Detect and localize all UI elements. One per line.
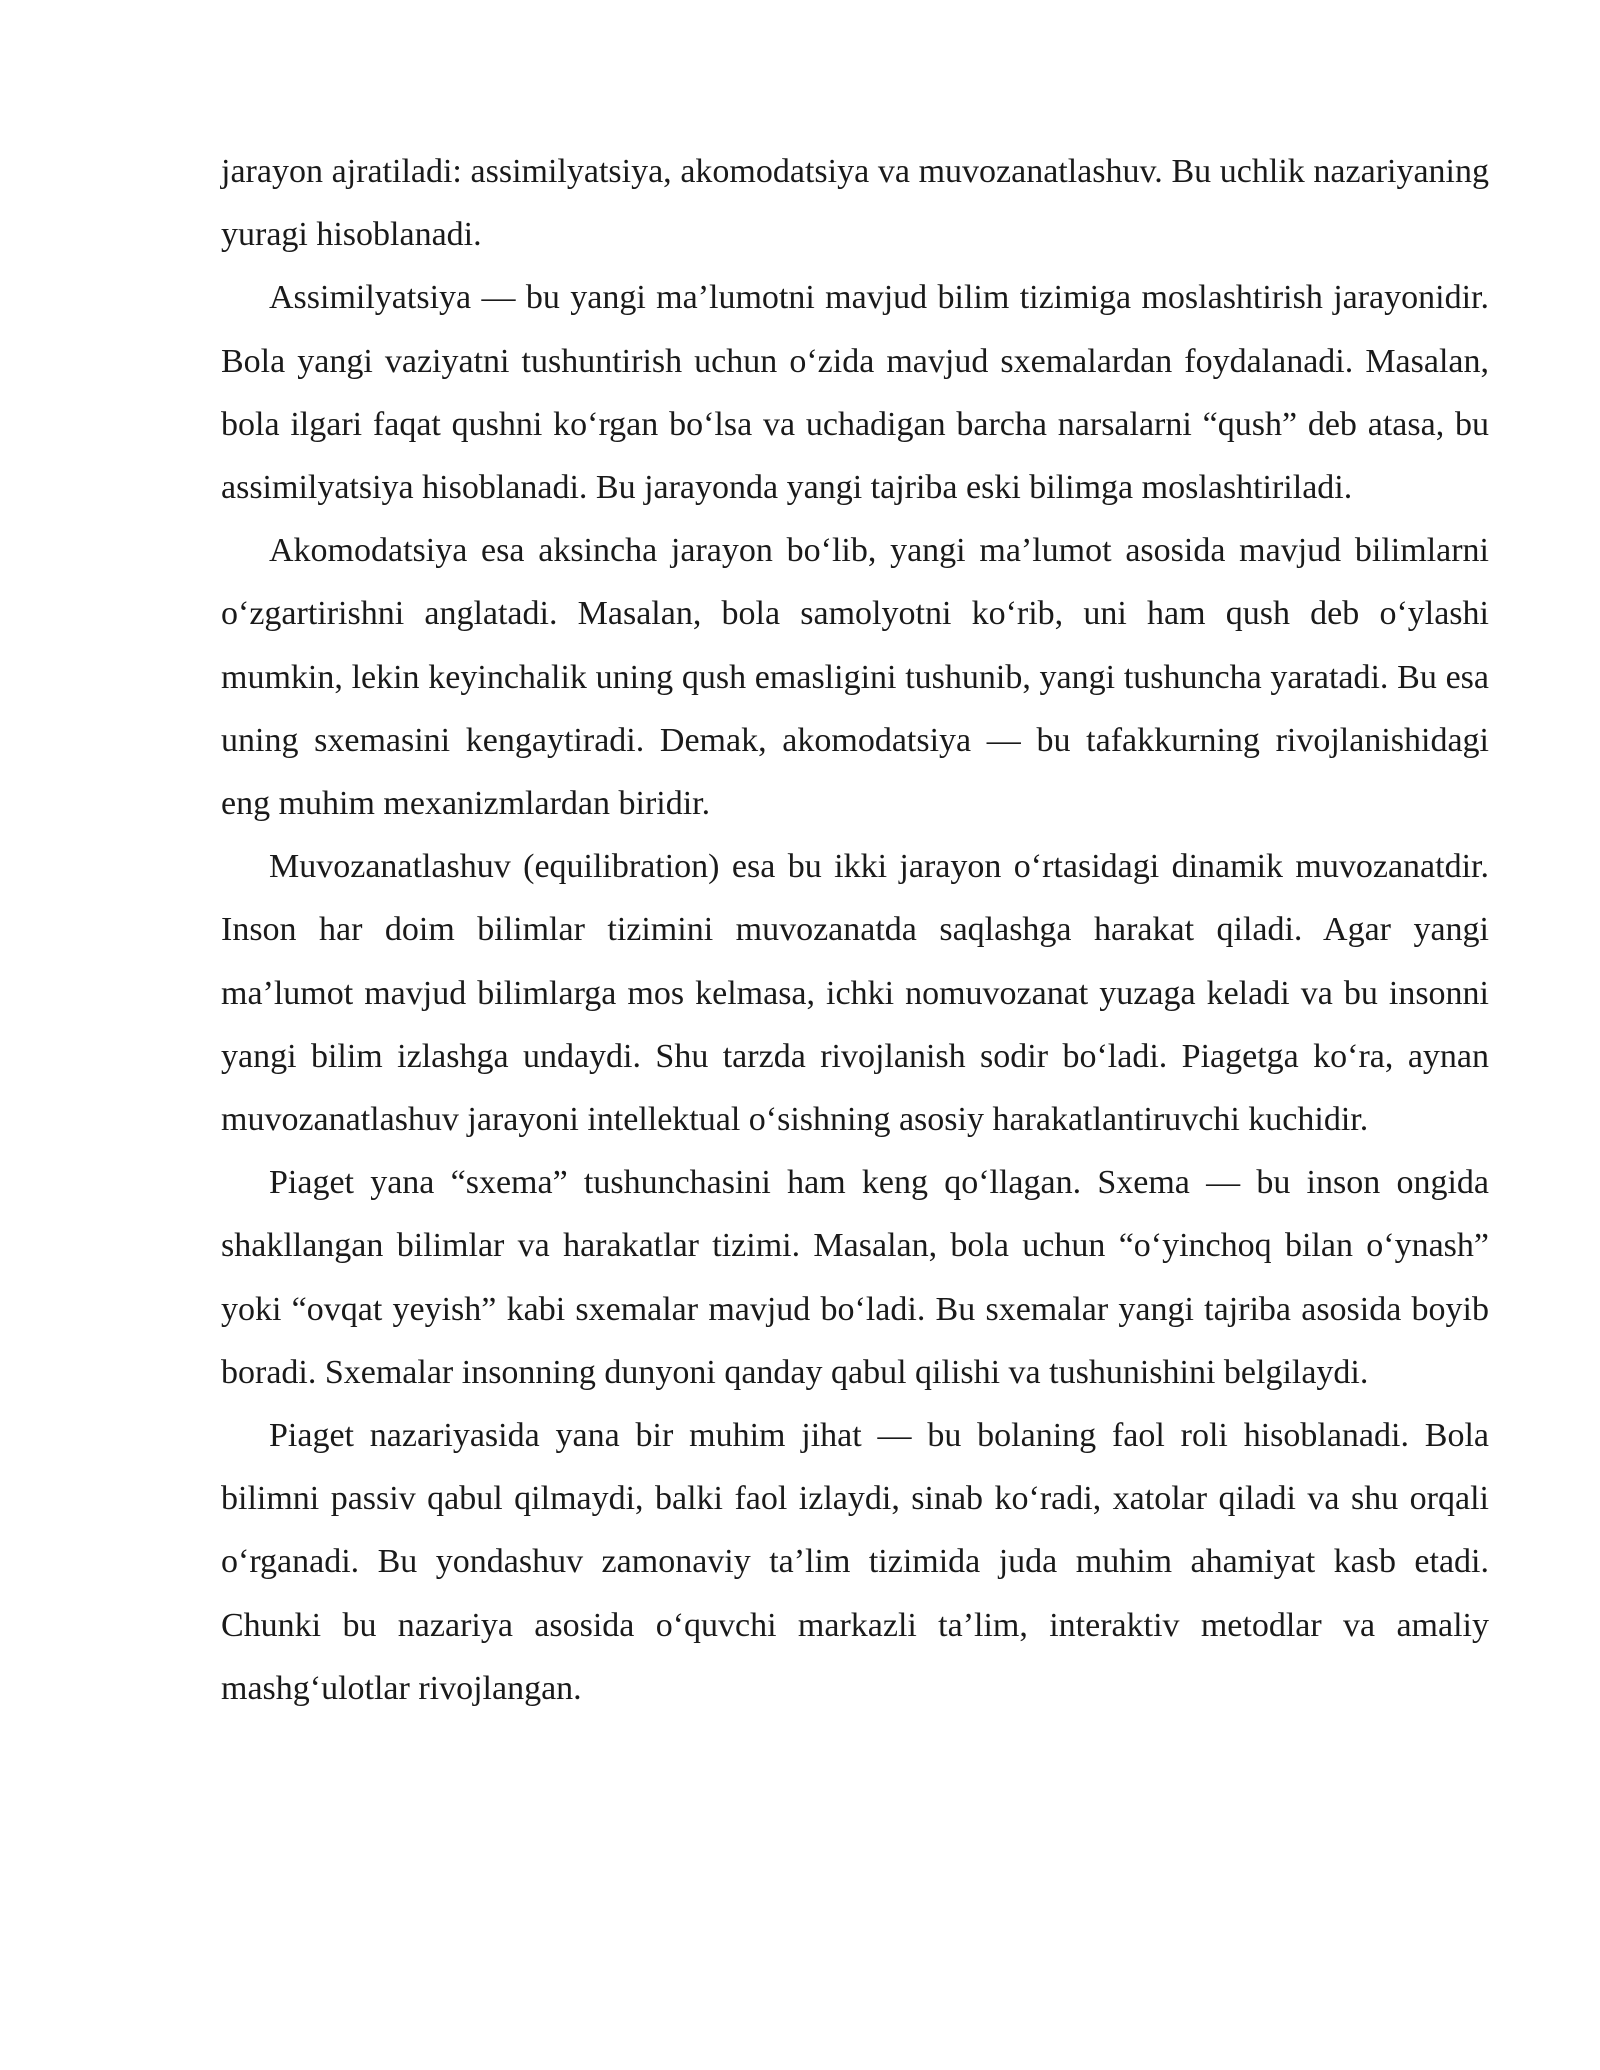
paragraph-faol-rol: Piaget nazariyasida yana bir muhim jihat — bu bolaning faol roli hisoblanadi. Bola bilimni passiv qabul qilmaydi, balki faol izlaydi, sinab ko‘radi, xatolar qiladi va shu orqali o‘rganadi. Bu yondashuv zamonaviy ta’lim tizimida juda muhim ahamiyat kasb etadi. Chunki bu nazariya asosida o‘quvchi markazli ta’lim, interaktiv metodlar va amaliy mashg‘ulotlar rivojlangan.: [221, 1417, 1489, 1707]
paragraph-muvozanatlashuv: Muvozanatlashuv (equilibration) esa bu ikki jarayon o‘rtasidagi dinamik muvozanatdir. Inson har doim bilimlar tizimini muvozanatda saqlashga harakat qiladi. Agar yangi ma’lumot mavjud bilimlarga mos kelmasa, ichki nomuvozanat yuzaga keladi va bu insonni yangi bilim izlashga undaydi. Shu tarzda rivojlanish sodir bo‘ladi. Piagetga ko‘ra, aynan muvozanatlashuv jarayoni intellektual o‘sishning asosiy harakatlantiruvchi kuchidir.: [221, 848, 1489, 1139]
paragraph-continuation: jarayon ajratiladi: assimilyatsiya, akomodatsiya va muvozanatlashuv. Bu uchlik nazariyaning yuragi hisoblanadi.: [221, 153, 1489, 254]
body-text: [221, 140, 1489, 1720]
paragraph-akomodatsiya: Akomodatsiya esa aksincha jarayon bo‘lib, yangi ma’lumot asosida mavjud bilimlarni o‘zgartirishni anglatadi. Masalan, bola samolyotni ko‘rib, uni ham qush deb o‘ylashi mumkin, lekin keyinchalik uning qush emasligini tushunib, yangi tushuncha yaratadi. Bu esa uning sxemasini kengaytiradi. Demak, akomodatsiya — bu tafakkurning rivojlanishidagi eng muhim mexanizmlardan biridir.: [221, 532, 1489, 823]
paragraph-assimilyatsiya: Assimilyatsiya — bu yangi ma’lumotni mavjud bilim tizimiga moslashtirish jarayonidir. Bola yangi vaziyatni tushuntirish uchun o‘zida mavjud sxemalardan foydalanadi. Masalan, bola ilgari faqat qushni ko‘rgan bo‘lsa va uchadigan barcha narsalarni “qush” deb atasa, bu assimilyatsiya hisoblanadi. Bu jarayonda yangi tajriba eski bilimga moslashtiriladi.: [221, 279, 1489, 507]
paragraph-sxema: Piaget yana “sxema” tushunchasini ham keng qo‘llagan. Sxema — bu inson ongida shakllangan bilimlar va harakatlar tizimi. Masalan, bola uchun “o‘yinchoq bilan o‘ynash” yoki “ovqat yeyish” kabi sxemalar mavjud bo‘ladi. Bu sxemalar yangi tajriba asosida boyib boradi. Sxemalar insonning dunyoni qanday qabul qilishi va tushunishini belgilaydi.: [221, 1164, 1489, 1391]
